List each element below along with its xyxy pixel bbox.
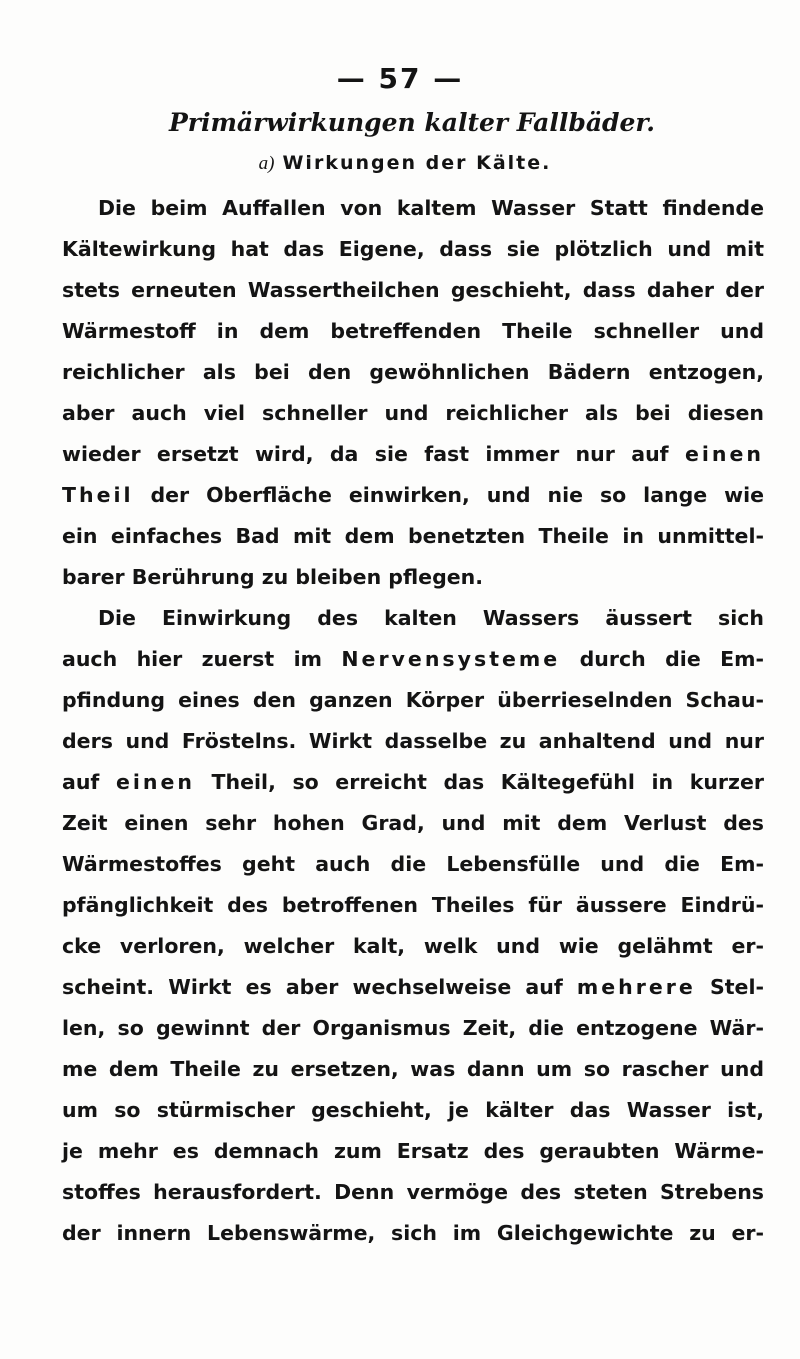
text-line bbox=[62, 434, 764, 474]
text-run: durch die Em- bbox=[579, 647, 764, 671]
page-number: — 57 — bbox=[336, 62, 464, 95]
emphasis-text: Nervensysteme bbox=[341, 647, 561, 671]
subsection-heading bbox=[0, 150, 800, 177]
text-line: ein einfaches Bad mit dem benetzten Theile in unmittel- bbox=[62, 524, 764, 548]
text-line bbox=[62, 762, 764, 802]
text-line: um so stürmischer geschieht, je kälter das Wasser ist, bbox=[62, 1098, 764, 1122]
emphasis-text: einen bbox=[115, 770, 195, 794]
text-run: scheint. Wirkt es aber wechselweise auf bbox=[62, 975, 563, 999]
subsection-title: Wirkungen der Kälte. bbox=[282, 152, 552, 174]
emphasis-text: Theil bbox=[62, 483, 134, 507]
text-line: barer Berührung zu bleiben pflegen. bbox=[62, 565, 484, 589]
text-run: auf bbox=[62, 770, 100, 794]
text-line: pfänglichkeit des betroffenen Theiles für äussere Eindrü- bbox=[62, 893, 764, 917]
text-line: reichlicher als bei den gewöhnlichen Bädern entzogen, bbox=[62, 360, 764, 384]
text-line: stets erneuten Wassertheilchen geschieht, dass daher der bbox=[62, 278, 764, 302]
text-line bbox=[62, 475, 764, 515]
text-line: stoffes herausfordert. Denn vermöge des steten Strebens bbox=[62, 1180, 764, 1204]
text-line: me dem Theile zu ersetzen, was dann um so rascher und bbox=[62, 1057, 764, 1081]
text-line: aber auch viel schneller und reichlicher als bei diesen bbox=[62, 401, 764, 425]
text-line: der innern Lebenswärme, sich im Gleichgewichte zu er- bbox=[62, 1221, 764, 1245]
text-line: ders und Fröstelns. Wirkt dasselbe zu anhaltend und nur bbox=[62, 729, 764, 753]
section-title: Primärwirkungen kalter Fallbäder. bbox=[169, 108, 655, 137]
text-run: Stel- bbox=[709, 975, 764, 999]
emphasis-text: mehrere bbox=[576, 975, 696, 999]
text-line: Wärmestoffes geht auch die Lebensfülle und die Em- bbox=[62, 852, 764, 876]
text-line: len, so gewinnt der Organismus Zeit, die entzogene Wär- bbox=[62, 1016, 764, 1040]
text-run: der Oberfläche einwirken, und nie so lange wie bbox=[150, 483, 765, 507]
text-line: Die Einwirkung des kalten Wassers äussert sich bbox=[98, 606, 764, 630]
text-line: Wärmestoff in dem betreffenden Theile schneller und bbox=[62, 319, 764, 343]
text-run: Theil, so erreicht das Kältegefühl in kurzer bbox=[211, 770, 764, 794]
text-line: je mehr es demnach zum Ersatz des geraubten Wärme- bbox=[62, 1139, 764, 1163]
text-line: Die beim Auffallen von kaltem Wasser Statt findende bbox=[98, 196, 764, 220]
emphasis-text: einen bbox=[684, 442, 765, 466]
text-line: cke verloren, welcher kalt, welk und wie gelähmt er- bbox=[62, 934, 764, 958]
text-line: Kältewirkung hat das Eigene, dass sie plötzlich und mit bbox=[62, 237, 764, 261]
subsection-marker: a) bbox=[258, 153, 275, 174]
text-line: Zeit einen sehr hohen Grad, und mit dem Verlust des bbox=[62, 811, 764, 835]
text-run: wieder ersetzt wird, da sie fast immer nur auf bbox=[62, 442, 669, 466]
text-line bbox=[62, 967, 764, 1007]
text-run: auch hier zuerst im bbox=[62, 647, 322, 671]
text-line bbox=[62, 639, 764, 679]
text-line: pfindung eines den ganzen Körper überrieselnden Schau- bbox=[62, 688, 764, 712]
